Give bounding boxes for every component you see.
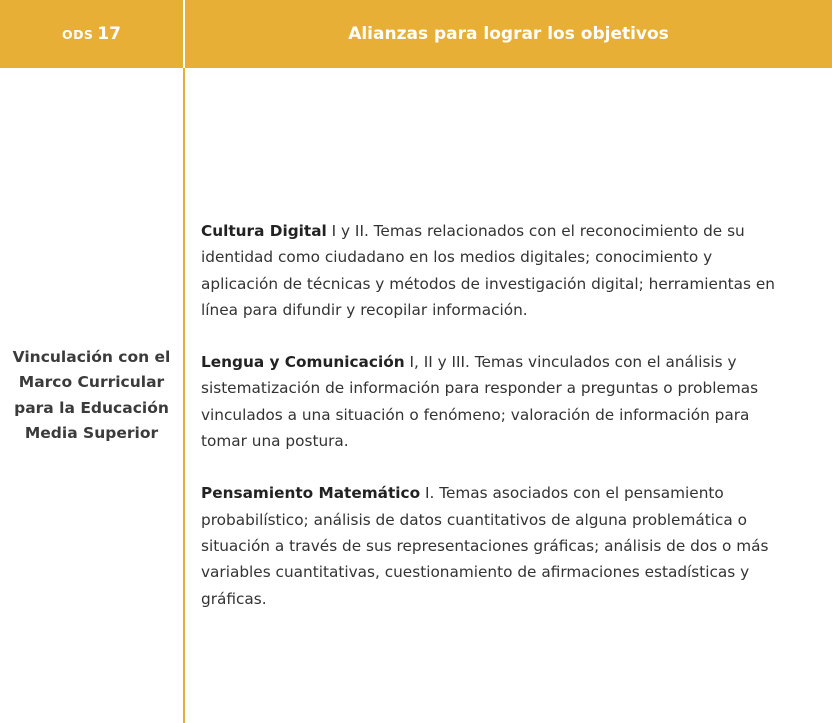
ods-label: ODS xyxy=(62,26,94,42)
table-body-row xyxy=(0,68,832,723)
paragraph-text: I y II. Temas relacionados con el reconocimiento de su identidad como ciudadano en los medios digitales; conocimiento y aplicación de técnicas y métodos de investigación digital; herramientas en línea para difundir y recopilar información. xyxy=(201,222,775,319)
body-cell-label xyxy=(0,68,185,723)
paragraph-lengua-y-comunicacion xyxy=(201,349,790,454)
paragraph-heading: Pensamiento Matemático xyxy=(201,484,421,503)
table-header-row xyxy=(0,0,832,68)
paragraph-heading: Cultura Digital xyxy=(201,222,327,240)
ods-number: 17 xyxy=(97,24,121,44)
header-cell-ods xyxy=(0,0,185,68)
curriculum-link-label: Vinculación con el Marco Curricular para la Educación Media Superior xyxy=(12,348,171,442)
paragraph-cultura-digital xyxy=(201,218,790,323)
paragraph-pensamiento-matematico xyxy=(201,480,790,611)
paragraph-text: I. Temas asociados con el pensamiento probabilístico; análisis de datos cuantitativos de alguna problemática o situación a través de sus representaciones gráficas; análisis de dos o más variables cuantitativas, cuestionamiento de afirmaciones estadísticas y gráficas. xyxy=(201,484,769,608)
paragraph-heading: Lengua y Comunicación xyxy=(201,353,405,372)
header-cell-title: Alianzas para lograr los objetivos xyxy=(185,0,832,68)
paragraph-text: I, II y III. Temas vinculados con el análisis y sistematización de información para responder a preguntas o problemas vinculados a una situación o fenómeno; valoración de información para tomar una postura. xyxy=(201,353,759,451)
body-cell-content xyxy=(185,68,832,723)
